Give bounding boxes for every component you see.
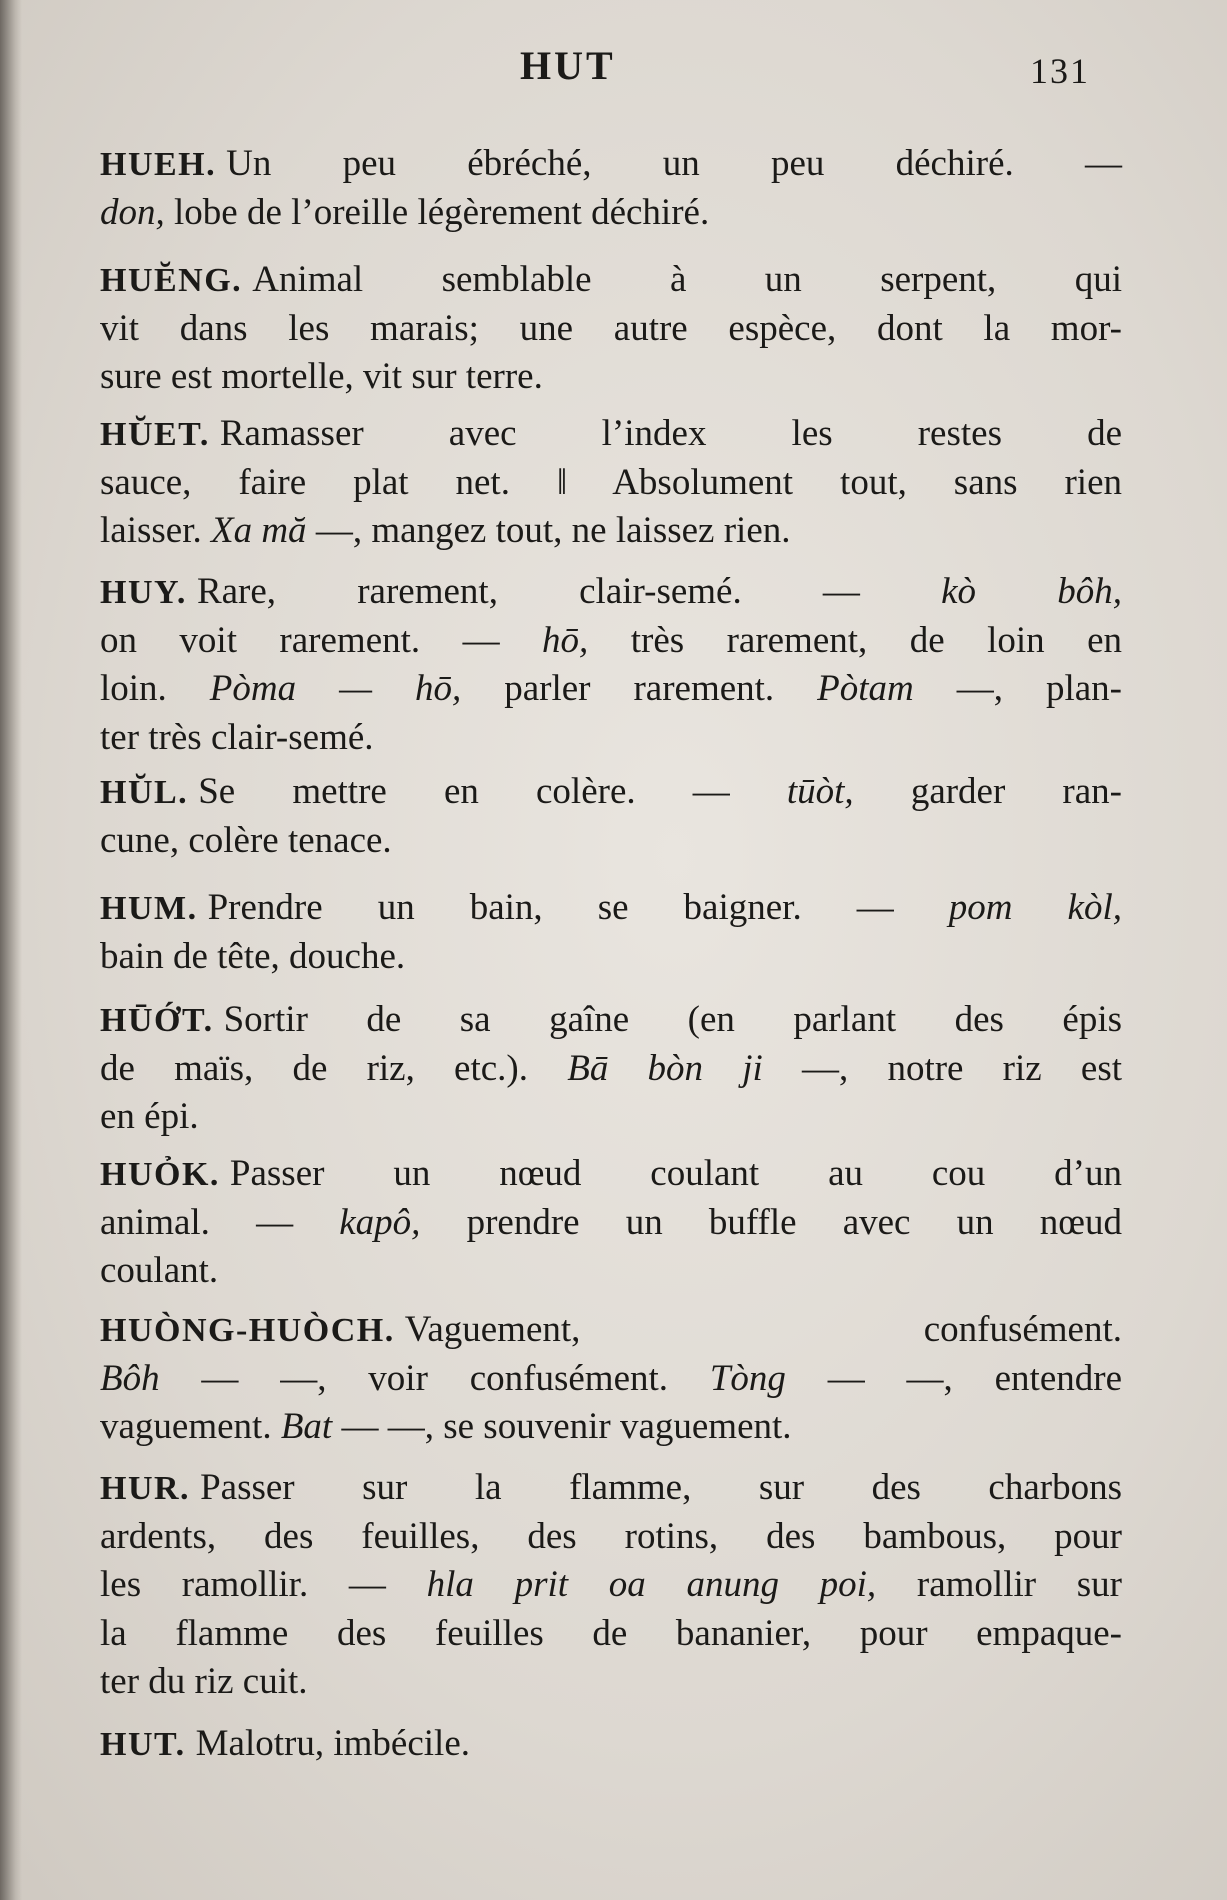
definition-text: Prendre un bain, se baigner. — [207, 887, 949, 928]
entry-line [100, 1247, 1122, 1296]
entry-line [100, 1199, 1122, 1248]
italic-example: kò bôh, [941, 571, 1122, 612]
definition-text: vaguement. [100, 1406, 281, 1447]
definition-text: on voit rarement. — [100, 619, 543, 661]
entry-line [100, 256, 1122, 305]
headword: HUĔNG. [100, 262, 243, 299]
definition-text: Un peu ébréché, un peu déchiré. — [226, 143, 1122, 184]
definition-text: la flamme des feuilles de bananier, pour empaque- [100, 1612, 1122, 1654]
entry-line [100, 1720, 1122, 1769]
definition-text: ardents, des feuilles, des rotins, des bambous, pour [100, 1515, 1122, 1557]
italic-example: pom kòl, [948, 887, 1122, 928]
headword: HŬET. [100, 416, 210, 453]
definition-text: vit dans les marais; une autre espèce, dont la mor- [100, 307, 1122, 349]
entry-line [100, 996, 1122, 1045]
definition-text: Rare, rarement, clair-semé. — [196, 571, 942, 612]
entry-line [100, 817, 1122, 866]
headword: HUY. [100, 574, 187, 611]
entry-line [100, 305, 1122, 354]
entry-line [100, 714, 1122, 763]
italic-example: Tòng [709, 1357, 786, 1399]
definition-text: sauce, faire plat net. ‖ Absolument tout, sans rien [100, 461, 1122, 503]
definition-text: cune, colère tenace. [100, 819, 392, 861]
definition-text: —, notre riz est [762, 1047, 1123, 1089]
definition-text: coulant. [100, 1250, 219, 1291]
italic-example: hla prit oa anung poi, [426, 1564, 877, 1605]
italic-example: Bôh [100, 1357, 160, 1399]
entry-line [100, 1464, 1122, 1513]
definition-text: Sortir de sa gaîne (en parlant des épis [223, 999, 1122, 1040]
definition-text: Animal semblable à un serpent, qui [252, 259, 1122, 300]
definition-text: Passer sur la flamme, sur des charbons [200, 1467, 1122, 1508]
entry-line [100, 507, 1122, 556]
dictionary-entry [100, 884, 1122, 981]
headword: HUỎK. [100, 1156, 220, 1193]
entry-line [100, 1513, 1122, 1562]
definition-text: lobe de l’oreille légèrement déchiré. [164, 191, 710, 233]
definition-text: ter du riz cuit. [100, 1661, 308, 1702]
headword: HUM. [100, 890, 198, 927]
entry-line [100, 1045, 1122, 1094]
italic-example: kapô, [339, 1201, 421, 1243]
headword: HUÒNG-HUÒCH. [100, 1312, 395, 1349]
italic-example: Xa mă [210, 510, 307, 551]
definition-text: parler rarement. [461, 668, 818, 709]
definition-text: Malotru, imbécile. [195, 1723, 470, 1764]
running-head: HUT [520, 43, 616, 88]
dictionary-entry [100, 256, 1122, 402]
definition-text: laisser. [100, 510, 211, 551]
definition-text: bain de tête, douche. [100, 935, 406, 977]
italic-example: Pòma — hō, [209, 668, 462, 709]
page-number: 131 [1030, 51, 1090, 91]
headword: HUT. [100, 1726, 186, 1763]
italic-example: Pòtam [817, 668, 914, 709]
entry-line [100, 410, 1122, 459]
italic-example: Bat [280, 1406, 333, 1447]
entry-line [100, 1658, 1122, 1707]
headword: HUR. [100, 1470, 191, 1507]
entry-line [100, 459, 1122, 508]
dictionary-entry [100, 1306, 1122, 1452]
italic-example: Bā bòn ji [567, 1047, 763, 1089]
definition-text: Ramasser avec l’index les restes de [219, 413, 1122, 454]
book-spine-shadow [0, 0, 22, 1900]
entry-line [100, 1610, 1122, 1659]
entry-line [100, 353, 1122, 402]
definition-text: — —, se souvenir vaguement. [332, 1406, 792, 1447]
dictionary-entry [100, 140, 1122, 237]
entry-line [100, 884, 1122, 933]
entry-line [100, 1093, 1122, 1142]
dictionary-entry [100, 568, 1122, 762]
definition-text: garder ran- [853, 771, 1122, 812]
definition-text: en épi. [100, 1096, 199, 1137]
entry-line [100, 617, 1122, 666]
definition-text: animal. — [100, 1201, 340, 1243]
definition-text: — —, voir confusément. [159, 1357, 710, 1399]
definition-text: Passer un nœud coulant au cou d’un [229, 1153, 1122, 1194]
definition-text: Se mettre en colère. — [198, 771, 787, 812]
entry-line [100, 1150, 1122, 1199]
italic-example: tūòt, [786, 771, 854, 812]
definition-text: prendre un buffle avec un nœud [420, 1201, 1123, 1243]
headword: HŪỚT. [100, 1002, 214, 1039]
definition-text: loin. [100, 668, 210, 709]
dictionary-entry [100, 1150, 1122, 1296]
entry-line [100, 1306, 1122, 1355]
definition-text: de maïs, de riz, etc.). [100, 1047, 568, 1089]
definition-text: — —, entendre [785, 1357, 1122, 1399]
definition-text: —, plan- [913, 668, 1122, 709]
dictionary-entry [100, 1720, 1122, 1769]
headword: HUEH. [100, 146, 217, 183]
definition-text: Vaguement, confusément. [404, 1309, 1122, 1350]
entry-line [100, 665, 1122, 714]
definition-text: très rarement, de loin en [588, 619, 1123, 661]
entry-line [100, 933, 1122, 982]
dictionary-entry [100, 768, 1122, 865]
entry-line [100, 140, 1122, 189]
italic-example: hō, [542, 619, 589, 661]
definition-text: —, mangez tout, ne laissez rien. [306, 510, 791, 551]
dictionary-entry [100, 1464, 1122, 1707]
entry-line [100, 189, 1122, 238]
italic-example: don, [100, 191, 165, 233]
definition-text: ramollir sur [876, 1564, 1122, 1605]
entry-line [100, 1403, 1122, 1452]
definition-text: les ramollir. — [100, 1564, 427, 1605]
entry-line [100, 1355, 1122, 1404]
dictionary-entry [100, 996, 1122, 1142]
dictionary-entry [100, 410, 1122, 556]
definition-text: ter très clair-semé. [100, 716, 374, 758]
headword: HŬL. [100, 774, 189, 811]
definition-text: sure est mortelle, vit sur terre. [100, 356, 543, 397]
entry-line [100, 768, 1122, 817]
entry-line [100, 1561, 1122, 1610]
entry-line [100, 568, 1122, 617]
